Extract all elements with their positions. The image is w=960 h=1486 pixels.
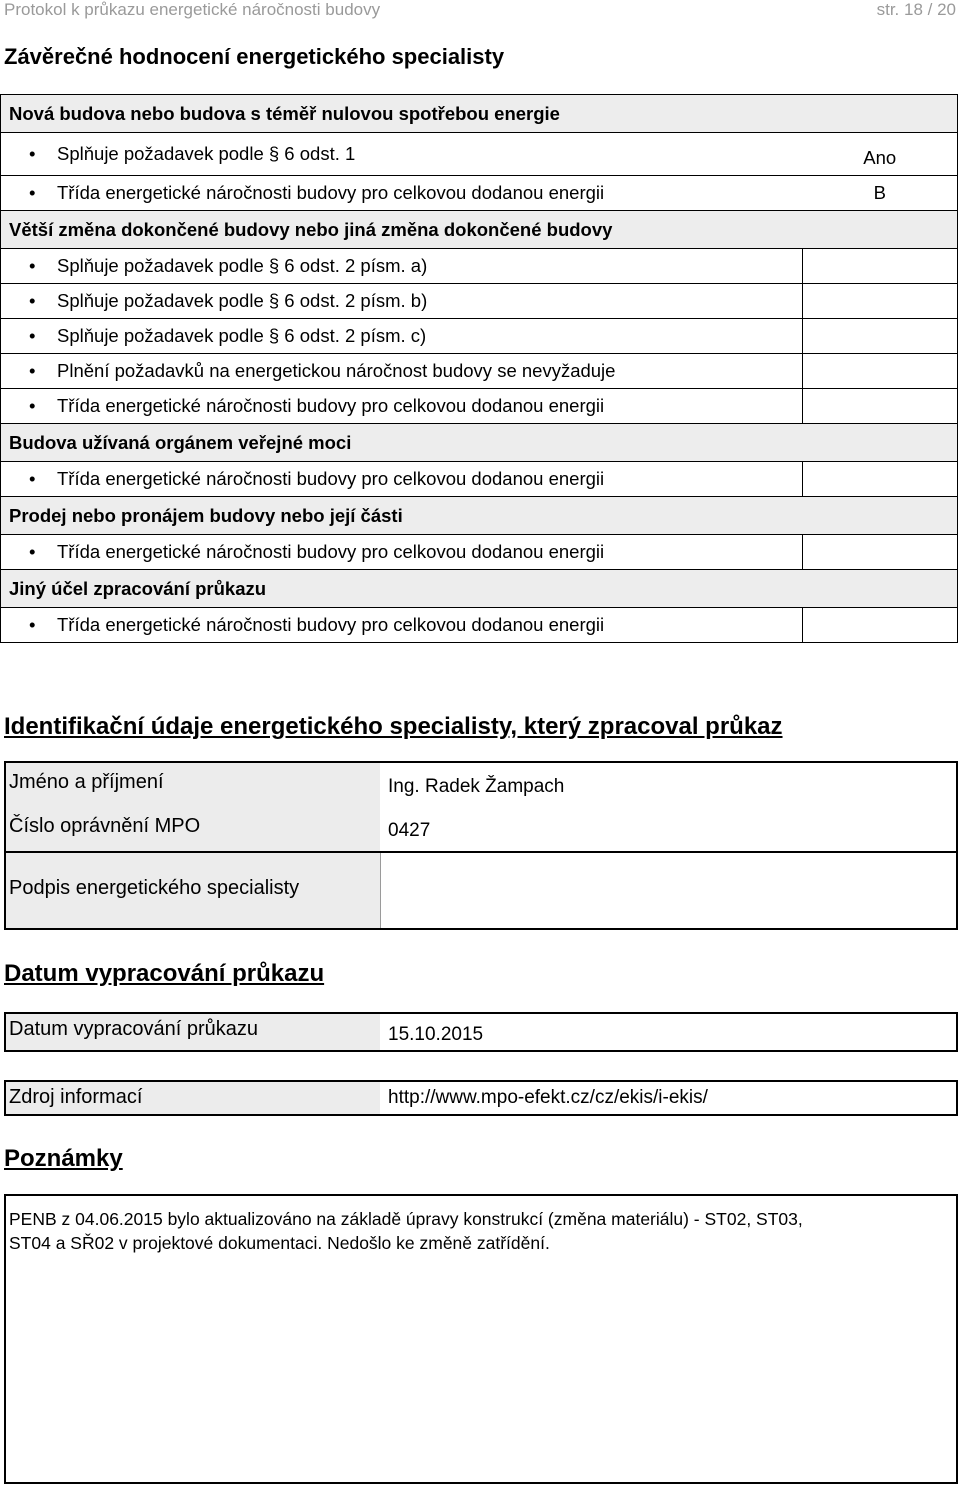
item-value: [803, 319, 958, 354]
license-value: 0427: [388, 820, 431, 841]
group-title: Prodej nebo pronájem budovy nebo její části: [1, 497, 958, 535]
date-value: 15.10.2015: [388, 1024, 484, 1045]
notes-title: Poznámky: [4, 1145, 123, 1172]
notes-line-1: PENB z 04.06.2015 bylo aktualizováno na základě úpravy konstrukcí (změna materiálu) - ST02, ST03,: [9, 1209, 803, 1229]
date-section-title: Datum vypracování průkazu: [4, 960, 325, 987]
document-title-header: Protokol k průkazu energetické náročnosti budovy: [4, 0, 381, 19]
item-value: [803, 535, 958, 570]
identification-title: Identifikační údaje energetického specialisty, který zpracoval průkaz: [4, 713, 783, 740]
item-row: • Splňuje požadavek podle § 6 odst. 2 písm. b): [1, 284, 803, 319]
item-row: • Třída energetické náročnosti budovy pro celkovou dodanou energii: [1, 608, 803, 643]
item-value: [803, 249, 958, 284]
group-title: Větší změna dokončené budovy nebo jiná změna dokončené budovy: [1, 211, 958, 249]
item-row: • Splňuje požadavek podle § 6 odst. 1: [1, 133, 803, 176]
source-link[interactable]: http://www.mpo-efekt.cz/cz/ekis/i-ekis/: [388, 1087, 708, 1108]
bullet-icon: •: [29, 325, 36, 346]
item-row: • Třída energetické náročnosti budovy pro celkovou dodanou energii: [1, 176, 803, 211]
item-row: • Plnění požadavků na energetickou náročnost budovy se nevyžaduje: [1, 354, 803, 389]
source-label: Zdroj informací: [9, 1086, 143, 1108]
item-row: • Splňuje požadavek podle § 6 odst. 2 písm. c): [1, 319, 803, 354]
final-evaluation-title: Závěrečné hodnocení energetického specialisty: [4, 44, 505, 69]
bullet-icon: •: [29, 290, 36, 311]
item-value: [803, 284, 958, 319]
item-value: [803, 608, 958, 643]
notes-line-2: ST04 a SŘ02 v projektové dokumentaci. Nedošlo ke změně zatřídění.: [9, 1233, 550, 1253]
bullet-icon: •: [29, 395, 36, 416]
item-value: [803, 389, 958, 424]
item-row: • Třída energetické náročnosti budovy pro celkovou dodanou energii: [1, 389, 803, 424]
bullet-icon: •: [29, 468, 36, 489]
bullet-icon: •: [29, 614, 36, 635]
item-value: [803, 462, 958, 497]
item-row: • Třída energetické náročnosti budovy pro celkovou dodanou energii: [1, 535, 803, 570]
bullet-icon: •: [29, 360, 36, 381]
license-label: Číslo oprávnění MPO: [9, 815, 201, 837]
name-value: Ing. Radek Žampach: [388, 776, 565, 797]
group-title: Budova užívaná orgánem veřejné moci: [1, 424, 958, 462]
item-value: Ano: [803, 133, 958, 176]
bullet-icon: •: [29, 143, 36, 164]
item-value: B: [803, 176, 958, 211]
bullet-icon: •: [29, 541, 36, 562]
page-number: str. 18 / 20: [876, 0, 956, 19]
group-title: Jiný účel zpracování průkazu: [1, 570, 958, 608]
group-title: Nová budova nebo budova s téměř nulovou spotřebou energie: [1, 95, 958, 133]
bullet-icon: •: [29, 255, 36, 276]
item-value: [803, 354, 958, 389]
final-evaluation-table: [0, 94, 958, 643]
name-label: Jméno a příjmení: [9, 771, 164, 793]
date-label: Datum vypracování průkazu: [9, 1018, 259, 1040]
item-row: • Splňuje požadavek podle § 6 odst. 2 písm. a): [1, 249, 803, 284]
signature-label: Podpis energetického specialisty: [9, 877, 300, 899]
bullet-icon: •: [29, 182, 36, 203]
item-row: • Třída energetické náročnosti budovy pro celkovou dodanou energii: [1, 462, 803, 497]
